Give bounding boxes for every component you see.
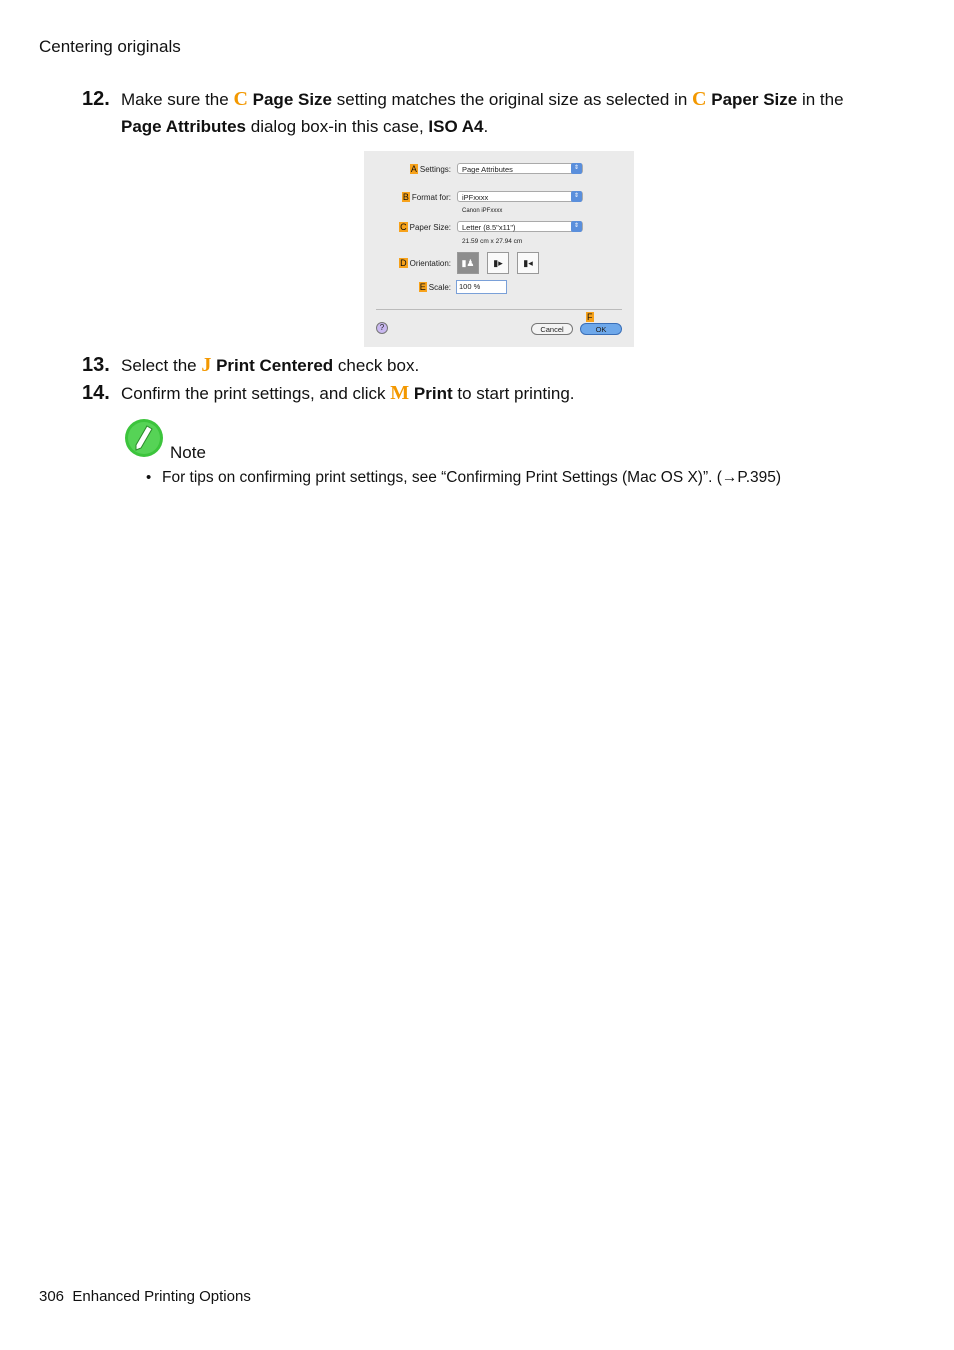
step-12 [82, 86, 891, 140]
printer-name: Canon iPFxxxx [462, 208, 503, 214]
value: iPFxxxx [462, 193, 489, 202]
updown-arrows-icon: ⇕ [571, 191, 582, 202]
text: Select the [121, 356, 202, 375]
badge: B [402, 192, 409, 202]
text: dialog box-in this case, [246, 117, 429, 136]
page-attributes-dialog [364, 151, 634, 347]
cancel-button[interactable]: Cancel [531, 323, 573, 335]
section-header: Centering originals [39, 37, 181, 56]
landscape-icon: ▮▸ [493, 258, 503, 268]
badge: E [419, 282, 426, 292]
label: Orientation: [409, 259, 451, 268]
text: Make sure the [121, 90, 234, 109]
scale-input[interactable]: 100 % [456, 280, 507, 294]
help-button[interactable]: ? [376, 322, 388, 334]
term: Print Centered [216, 356, 334, 375]
label: Settings: [419, 165, 451, 174]
label: Scale: [428, 283, 451, 292]
text: . [483, 117, 489, 136]
orientation-landscape-button[interactable] [487, 252, 509, 274]
updown-arrows-icon: ⇕ [571, 163, 582, 174]
term: Paper Size [711, 90, 798, 109]
badge-f: F [587, 312, 593, 322]
badge: A [410, 164, 417, 174]
text: in the [797, 90, 844, 109]
text: to start printing. [452, 384, 575, 403]
settings-popup[interactable] [457, 163, 583, 174]
step-number: 13. [82, 354, 110, 376]
term: Print [413, 384, 453, 403]
note-pencil-icon [124, 418, 164, 458]
term: ISO A4 [428, 117, 484, 136]
term: Page Attributes [121, 117, 247, 136]
reverse-landscape-icon: ▮◂ [523, 258, 533, 268]
ok-button[interactable]: OK [580, 323, 622, 335]
paper-size-label [399, 222, 451, 232]
page-number: 306 [39, 1288, 65, 1305]
value: Letter (8.5"x11") [462, 223, 516, 232]
step-number: 12. [82, 88, 110, 110]
paper-size-popup[interactable] [457, 221, 583, 232]
key-c: C [692, 88, 707, 110]
format-label [402, 192, 451, 202]
settings-label [410, 164, 451, 174]
paper-dimensions: 21.59 cm x 27.94 cm [462, 238, 523, 245]
separator [376, 309, 622, 310]
footer-section: Enhanced Printing Options [72, 1288, 251, 1305]
badge: C [400, 222, 407, 232]
note-title: Note [170, 443, 206, 462]
portrait-icon: ▮♟ [461, 258, 475, 268]
orientation-label [399, 258, 451, 268]
page-footer [39, 1288, 251, 1305]
scale-label [419, 282, 451, 292]
step-14 [82, 380, 891, 407]
updown-arrows-icon: ⇕ [571, 221, 582, 232]
orientation-portrait-button[interactable] [457, 252, 479, 274]
note-text: For tips on confirming print settings, see “Confirming Print Settings (Mac OS X)”. (→P.395) [162, 469, 782, 486]
note-bullet: • [146, 469, 152, 486]
value: Page Attributes [462, 165, 513, 174]
badge: D [400, 258, 407, 268]
key-m: M [390, 382, 410, 404]
term: Page Size [252, 90, 333, 109]
text: setting matches the original size as selected in [332, 90, 693, 109]
format-popup[interactable] [457, 191, 583, 202]
label: Format for: [411, 193, 451, 202]
step-13 [82, 352, 891, 379]
text: check box. [333, 356, 420, 375]
key-j: J [201, 354, 212, 376]
step-number: 14. [82, 382, 110, 404]
orientation-reverse-landscape-button[interactable] [517, 252, 539, 274]
text: Confirm the print settings, and click [121, 384, 391, 403]
key-c: C [233, 88, 248, 110]
label: Paper Size: [409, 223, 451, 232]
